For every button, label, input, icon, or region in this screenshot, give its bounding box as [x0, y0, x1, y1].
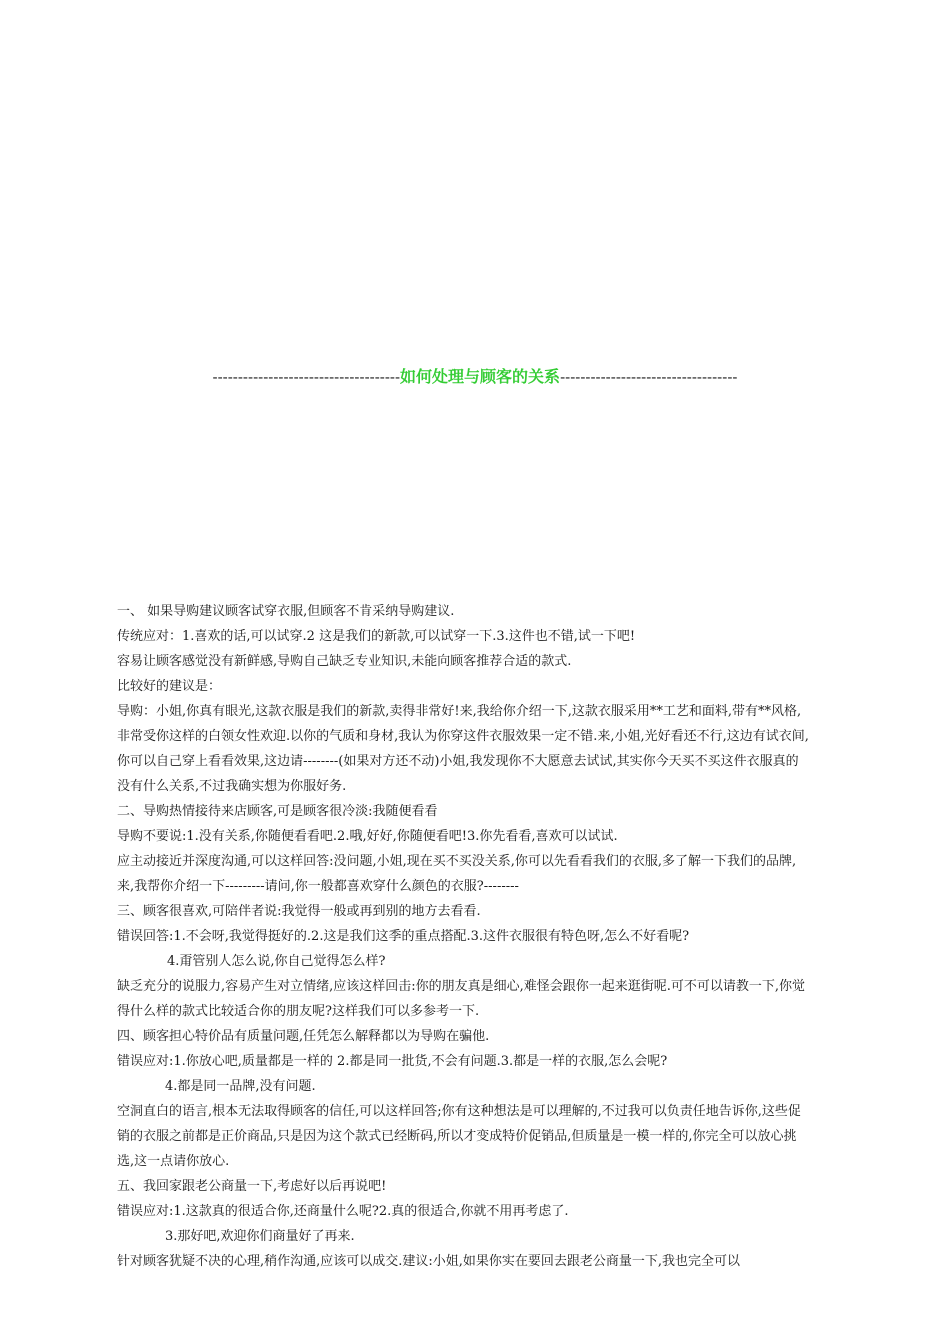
- paragraph-indented: 4.都是同一品牌,没有问题.: [165, 1079, 316, 1094]
- paragraph: 比较好的建议是：: [117, 679, 222, 694]
- paragraph: 错误应对:1.你放心吧,质量都是一样的 2.都是同一批货,不会有问题.3.都是一样的衣服,怎么会呢?: [117, 1054, 668, 1069]
- paragraph: 导购：小姐,你真有眼光,这款衣服是我们的新款,卖得非常好!来,我给你介绍一下,这款衣服采用**工艺和面料,带有**风格,非常受你这样的白领女性欢迎.以你的气质和身材,我认为你穿这件衣服效果一定不错.来,小姐,光好看还不行,这边有试衣间,你可以自己穿上看看效果,这边请--------(如果对方还不动)小姐,我发现你不大愿意去试试,其实你今天买不买这件衣服真的没有什么关系,不过我确实想为你服好务.: [117, 704, 809, 794]
- paragraph: 容易让顾客感觉没有新鲜感,导购自己缺乏专业知识,未能向顾客推荐合适的款式.: [117, 654, 572, 669]
- paragraph: 错误应对:1.这款真的很适合你,还商量什么呢?2.真的很适合,你就不用再考虑了.: [117, 1204, 569, 1219]
- paragraph: 应主动接近并深度沟通,可以这样回答:没问题,小姐,现在买不买没关系,你可以先看看我们的衣服,多了解一下我们的品牌,来,我帮你介绍一下---------请问,你一般都喜欢穿什么颜色的衣服?--------: [117, 854, 797, 894]
- paragraph: 错误回答:1.不会呀,我觉得挺好的.2.这是我们这季的重点搭配.3.这件衣服很有特色呀,怎么不好看呢?: [117, 929, 690, 944]
- title-right-dashes: -----------------------------------: [560, 368, 738, 386]
- document-title: 如何处理与顾客的关系: [400, 367, 561, 386]
- paragraph: 空洞直白的语言,根本无法取得顾客的信任,可以这样回答;你有这种想法是可以理解的,不过我可以负责任地告诉你,这些促销的衣服之前都是正价商品,只是因为这个款式已经断码,所以才变成特价促销品,但质量是一模一样的,你完全可以放心挑选,这一点请你放心.: [117, 1104, 801, 1169]
- paragraph: 缺乏充分的说服力,容易产生对立情绪,应该这样回击:你的朋友真是细心,难怪会跟你一起来逛街呢.可不可以请教一下,你觉得什么样的款式比较适合你的朋友呢?这样我们可以多参考一下.: [117, 979, 806, 1019]
- paragraph-indented: 4.甭管别人怎么说,你自己觉得怎么样?: [167, 954, 386, 969]
- section-heading-4: 四、顾客担心特价品有质量问题,任凭怎么解释都以为导购在骗他.: [117, 1029, 490, 1044]
- paragraph: 针对顾客犹疑不决的心理,稍作沟通,应该可以成交.建议:小姐,如果你实在要回去跟老公商量一下,我也完全可以: [117, 1254, 741, 1269]
- paragraph-indented: 3.那好吧,欢迎你们商量好了再来.: [165, 1229, 355, 1244]
- title-left-dashes: -------------------------------------: [212, 368, 401, 386]
- document-body: [117, 599, 809, 1274]
- section-heading-5: 五、我回家跟老公商量一下,考虑好以后再说吧!: [117, 1179, 387, 1194]
- section-heading-3: 三、顾客很喜欢,可陪伴者说:我觉得一般或再到别的地方去看看.: [117, 904, 481, 919]
- section-heading-1: 一、 如果导购建议顾客试穿衣服,但顾客不肯采纳导购建议.: [117, 604, 455, 619]
- document-title-line: [0, 366, 950, 388]
- section-heading-2: 二、导购热情接待来店顾客,可是顾客很冷淡:我随便看看: [117, 804, 438, 819]
- paragraph: 传统应对：1.喜欢的话,可以试穿.2 这是我们的新款,可以试穿一下.3.这件也不错,试一下吧!: [117, 629, 636, 644]
- paragraph: 导购不要说:1.没有关系,你随便看看吧.2.哦,好好,你随便看吧!3.你先看看,喜欢可以试试.: [117, 829, 618, 844]
